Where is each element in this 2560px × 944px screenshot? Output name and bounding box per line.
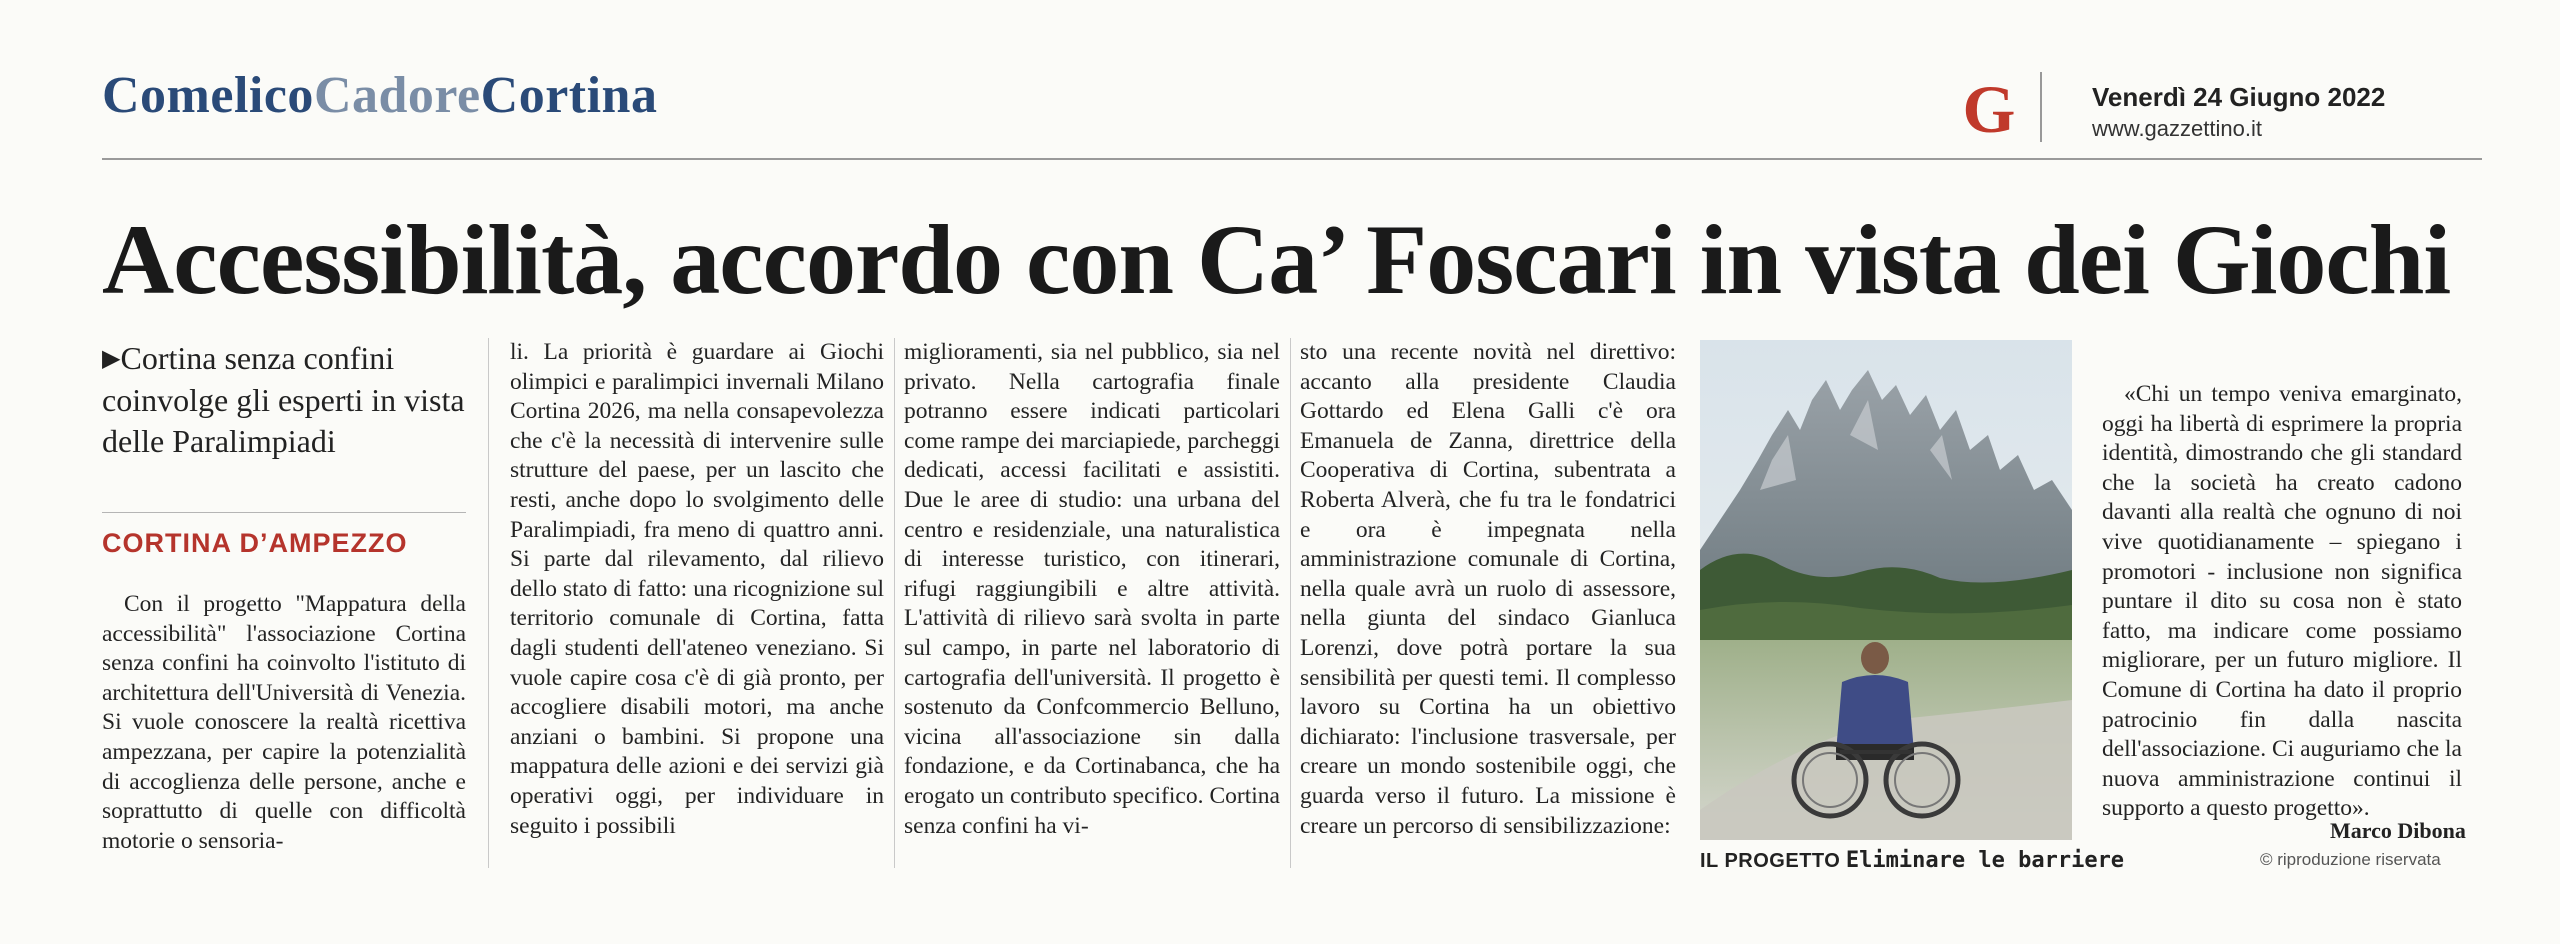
section-part-comelico: Comelico <box>102 67 314 124</box>
column-text: «Chi un tempo veniva emarginato, oggi ha libertà di esprimere la propria identità, dimostrando che gli standard che la società ha creato cadono davanti alla realtà che ognuno di noi vive quotidianamente – spiegano i promotori - inclusione non significa puntare il dito su cosa non è stato fatto, ma indicare come possiamo migliorare, per un futuro migliore. Il Comune di Cortina ha dato il proprio patrocinio fin dalla nascita dell'associazione. Ci auguriamo che la nuova amministrazione continui il supporto a questo progetto». <box>2102 381 2462 822</box>
section-part-cadore: Cadore <box>313 67 481 124</box>
section-title <box>102 67 658 124</box>
article-column-1 <box>102 590 466 856</box>
photo-caption <box>1700 848 2124 873</box>
header-rule <box>102 158 2482 160</box>
caption-label: IL PROGETTO <box>1700 850 1841 872</box>
section-part-cortina: Cortina <box>480 67 658 124</box>
header-separator <box>2040 72 2042 142</box>
person-head <box>1861 642 1889 674</box>
column-divider <box>488 338 489 868</box>
column-divider <box>1290 338 1291 868</box>
column-text: li. La priorità è guardare ai Giochi olimpici e paralimpici invernali Milano Cortina 2026, ma nella consapevolezza che c'è la necessità di intervenire sulle strutture del paese, per un lascito che resti, anche dopo lo svolgimento delle Paralimpiadi, fra meno di quattro anni. Si parte dal rilevamento, dal rilievo dello stato di fatto: una ricognizione sul territorio comunale di Cortina, fatta dagli studenti dell'ateneo veneziano. Si vuole capire cosa c'è di già pronto, per accogliere disabili motori, ma anche anziani o bambini. Si propone una mappatura delle azioni e dei servizi già operativi oggi, per individuare in seguito i possibili <box>510 339 884 839</box>
website-link[interactable]: www.gazzettino.it <box>2092 116 2262 141</box>
gazzettino-logo <box>1958 76 2020 142</box>
column-text: Con il progetto "Mappatura della accessibilità" l'associazione Cortina senza confini ha coinvolto l'istituto di architettura dell'Università di Venezia. Si vuole conoscere la realtà ricettiva ampezzana, per capire la potenzialità di accoglienza delle persone, anche e soprattutto di quelle con difficoltà motorie o sensoria- <box>102 591 466 854</box>
location-label: CORTINA D’AMPEZZO <box>102 528 408 558</box>
copyright-notice: © riproduzione riservata <box>2260 850 2441 869</box>
article-column-3 <box>904 338 1280 841</box>
article-headline: Accessibilità, accordo con Ca’ Foscari in vista dei Giochi <box>102 204 2451 315</box>
summary-block <box>102 338 466 462</box>
logo-letter: G <box>1962 76 2016 142</box>
column-divider <box>894 338 895 868</box>
column-text: miglioramenti, sia nel pubblico, sia nel privato. Nella cartografia finale potranno essere indicati particolari come rampe dei marciapiede, parcheggi dedicati, accessi facilitati e assistiti. Due le aree di studio: una urbana del centro e residenziale, una naturalistica di interesse turistico, con itinerari, rifugi raggiungibili e altre attività. L'attività di rilievo sarà svolta in parte sul campo, in parte nel laboratorio di cartografia dell'università. Il progetto è sostenuto da Confcommercio Belluno, vicina all'associazione sin dalla fondazione, e da Cortinabanca, che ha erogato un contributo specifico. Cortina senza confini ha vi- <box>904 339 1280 839</box>
article-column-2 <box>510 338 884 841</box>
triangle-right-icon: ▶ <box>102 346 121 372</box>
photo-wheelchair-dolomites <box>1700 340 2072 840</box>
author-byline: Marco Dibona <box>2330 818 2466 843</box>
article-column-4 <box>1300 338 1676 841</box>
caption-text: Eliminare le barriere <box>1845 848 2125 873</box>
column-text: sto una recente novità nel direttivo: accanto alla presidente Claudia Gottardo ed Elena Galli c'è ora Emanuela de Zanna, direttrice della Cooperativa di Cortina, subentrata a Roberta Alverà, che fu tra le fondatrici e ora è impegnata nella amministrazione comunale di Cortina, nella quale avrà un ruolo di assessore, nella giunta del sindaco Gianluca Lorenzi, dove potrà portare la sua sensibilità per questi temi. Il complesso lavoro su Cortina ha un obiettivo dichiarato: l'inclusione trasversale, per creare un mondo sostenibile oggi, che guarda verso il futuro. La missione è creare un percorso di sensibilizzazione: <box>1300 339 1676 839</box>
article-column-5 <box>2102 380 2462 824</box>
summary-text: Cortina senza confini coinvolge gli esperti in vista delle Paralimpiadi <box>102 340 465 459</box>
issue-date: Venerdì 24 Giugno 2022 <box>2092 82 2386 112</box>
summary <box>102 338 466 462</box>
summary-divider <box>102 512 466 513</box>
